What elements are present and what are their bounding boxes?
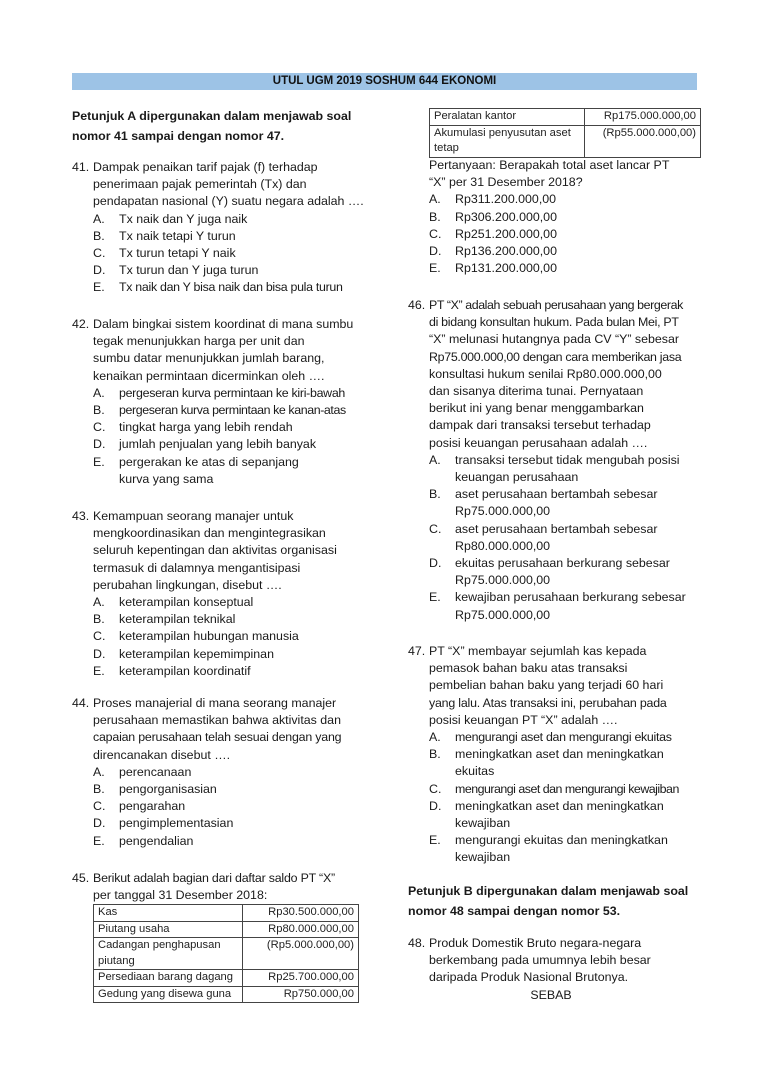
question-line: pembelian bahan baku yang terjadi 60 hari xyxy=(429,678,664,693)
option-b xyxy=(429,746,703,780)
option-text: jumlah penjualan yang lebih banyak xyxy=(119,437,317,452)
table-cell-item: Gedung yang disewa guna xyxy=(94,986,243,1003)
question-line: kenaikan permintaan dicerminkan oleh …. xyxy=(93,368,325,383)
option-letter: B. xyxy=(429,747,441,762)
table-cell-amount: Rp30.500.000,00 xyxy=(243,905,359,922)
option-text: ekuitas perusahaan berkurang sebesar Rp75.000.000,00 xyxy=(455,556,670,588)
question-number: 46. xyxy=(408,298,426,312)
option-c xyxy=(429,781,703,798)
table-cell-item: Cadangan penghapusan piutang xyxy=(94,938,243,970)
question-42 xyxy=(72,316,372,488)
question-45-prompt xyxy=(429,157,709,277)
option-a xyxy=(93,594,372,611)
option-b xyxy=(93,781,372,798)
question-line: penerimaan pajak pemerintah (Tx) dan xyxy=(93,177,307,192)
table-row xyxy=(94,921,359,938)
question-line: PT “X” adalah sebuah perusahaan yang bergerak xyxy=(429,298,683,312)
question-line: capaian perusahaan telah sesuai dengan yang xyxy=(93,730,342,745)
question-line: Dalam bingkai sistem koordinat di mana sumbu xyxy=(93,317,354,331)
option-text: keterampilan teknikal xyxy=(119,612,236,627)
option-letter: E. xyxy=(93,454,105,469)
question-line: Dampak penaikan tarif pajak (f) terhadap xyxy=(93,160,318,174)
table-cell-amount: Rp750.000,00 xyxy=(243,986,359,1003)
option-text: Tx turun tetapi Y naik xyxy=(119,246,236,261)
option-e xyxy=(93,833,372,850)
instruction-b-line: Petunjuk B dipergunakan dalam menjawab soal xyxy=(408,884,689,898)
option-text: pengorganisasian xyxy=(119,782,217,797)
question-line: direncanakan disebut …. xyxy=(93,747,231,762)
table-cell-amount: Rp175.000.000,00 xyxy=(585,109,701,126)
question-line: perubahan lingkungan, disebut …. xyxy=(93,577,282,592)
option-letter: C. xyxy=(93,420,106,435)
option-text: Tx turun dan Y juga turun xyxy=(119,263,259,278)
option-letter: D. xyxy=(429,798,442,813)
question-number: 42. xyxy=(72,317,90,331)
question-line: Produk Domestik Bruto negara-negara xyxy=(429,936,642,950)
question-line: Proses manajerial di mana seorang manajer xyxy=(93,696,337,710)
option-text: mengurangi aset dan mengurangi ekuitas xyxy=(455,730,672,745)
option-c xyxy=(93,628,372,645)
option-text: mengurangi ekuitas dan meningkatkan kewajiban xyxy=(455,833,668,865)
question-48 xyxy=(408,935,703,1004)
option-text: meningkatkan aset dan meningkatkan ekuitas xyxy=(455,747,664,779)
table-cell-amount: (Rp5.000.000,00) xyxy=(243,938,359,970)
option-text: Tx naik dan Y juga naik xyxy=(119,211,248,226)
option-d xyxy=(429,798,703,832)
option-d xyxy=(429,555,703,589)
option-b xyxy=(93,228,372,245)
option-letter: A. xyxy=(93,385,105,400)
option-e xyxy=(93,279,372,296)
option-letter: B. xyxy=(429,209,441,224)
question-line: termasuk di dalamnya mengantisipasi xyxy=(93,560,301,575)
option-e xyxy=(429,589,703,623)
option-text: keterampilan koordinatif xyxy=(119,663,251,678)
option-text: Rp131.200.000,00 xyxy=(455,261,557,276)
question-line: di bidang konsultan hukum. Pada bulan Mei, PT xyxy=(429,315,679,330)
table-cell-amount: Rp80.000.000,00 xyxy=(243,921,359,938)
table-row xyxy=(94,905,359,922)
question-line: dan sisanya diterima tunai. Pernyataan xyxy=(429,384,644,399)
option-a xyxy=(429,452,703,486)
question-number: 43. xyxy=(72,509,90,523)
option-d xyxy=(93,436,372,453)
option-text: pengimplementasian xyxy=(119,816,234,831)
question-line: dampak dari transaksi tersebut terhadap xyxy=(429,418,651,433)
option-letter: D. xyxy=(93,646,106,661)
option-c xyxy=(429,226,709,243)
option-d xyxy=(93,262,372,279)
option-d xyxy=(93,646,372,663)
option-text: aset perusahaan bertambah sebesar Rp75.000.000,00 xyxy=(455,487,658,519)
option-e xyxy=(429,260,709,277)
instruction-a-line: Petunjuk A dipergunakan dalam menjawab soal xyxy=(72,109,352,123)
question-line: perusahaan memastikan bahwa aktivitas dan xyxy=(93,713,341,728)
option-b xyxy=(429,209,709,226)
option-letter: D. xyxy=(93,816,106,831)
option-text: pengendalian xyxy=(119,833,194,848)
option-a xyxy=(429,191,709,208)
option-letter: B. xyxy=(93,228,105,243)
question-number: 48. xyxy=(408,936,426,950)
question-45 xyxy=(72,870,372,1003)
option-letter: E. xyxy=(429,833,441,848)
table-cell-item: Kas xyxy=(94,905,243,922)
option-letter: E. xyxy=(93,663,105,678)
option-text: keterampilan kepemimpinan xyxy=(119,646,274,661)
option-letter: A. xyxy=(93,211,105,226)
option-letter: A. xyxy=(93,764,105,779)
option-c xyxy=(93,798,372,815)
table-cell-amount: (Rp55.000.000,00) xyxy=(585,125,701,157)
option-d xyxy=(93,815,372,832)
question-line: konsultasi hukum senilai Rp80.000.000,00 xyxy=(429,366,662,381)
question-line: daripada Produk Nasional Brutonya. xyxy=(429,970,629,985)
option-e xyxy=(93,663,372,680)
option-letter: B. xyxy=(93,612,105,627)
question-line: posisi keuangan perusahaan adalah …. xyxy=(429,435,648,450)
option-text: pengarahan xyxy=(119,799,186,814)
question-line: “X” per 31 Desember 2018? xyxy=(429,175,583,190)
question-47 xyxy=(408,643,703,867)
question-line: Kemampuan seorang manajer untuk xyxy=(93,509,294,523)
table-cell-item: Akumulasi penyusutan aset tetap xyxy=(430,125,585,157)
table-row xyxy=(430,109,701,126)
option-text: kewajiban perusahaan berkurang sebesar Rp75.000.000,00 xyxy=(455,590,686,622)
instruction-a xyxy=(72,106,351,146)
question-41 xyxy=(72,159,372,297)
option-e xyxy=(429,832,703,866)
question-line: mengkoordinasikan dan mengintegrasikan xyxy=(93,526,326,541)
question-number: 45. xyxy=(72,871,90,885)
question-line: posisi keuangan PT “X” adalah …. xyxy=(429,712,618,727)
option-text: aset perusahaan bertambah sebesar Rp80.000.000,00 xyxy=(455,521,658,553)
question-line: berikut ini yang benar menggambarkan xyxy=(429,401,644,416)
option-letter: C. xyxy=(93,799,106,814)
question-line: tegak menunjukkan harga per unit dan xyxy=(93,334,305,349)
option-letter: C. xyxy=(429,781,442,796)
option-b xyxy=(93,611,372,628)
question-line: Berikut adalah bagian dari daftar saldo PT “X” xyxy=(93,871,335,885)
option-letter: A. xyxy=(429,192,441,207)
table-cell-item: Peralatan kantor xyxy=(430,109,585,126)
option-letter: E. xyxy=(93,280,105,295)
option-letter: C. xyxy=(429,226,442,241)
option-text: tingkat harga yang lebih rendah xyxy=(119,420,293,435)
option-text: Rp251.200.000,00 xyxy=(455,226,557,241)
option-letter: A. xyxy=(93,595,105,610)
table-row xyxy=(94,986,359,1003)
option-text: transaksi tersebut tidak mengubah posisi keuangan perusahaan xyxy=(455,452,680,485)
instruction-a-line: nomor 41 sampai dengan nomor 47. xyxy=(72,129,285,143)
table-row xyxy=(430,125,701,157)
question-line: seluruh kepentingan dan aktivitas organisasi xyxy=(93,543,337,558)
option-text: keterampilan hubungan manusia xyxy=(119,629,299,644)
option-text: Rp311.200.000,00 xyxy=(455,192,557,207)
question-number: 47. xyxy=(408,644,426,658)
option-text: Tx naik tetapi Y turun xyxy=(119,228,236,243)
option-letter: B. xyxy=(93,782,105,797)
question-line: per tanggal 31 Desember 2018: xyxy=(93,888,268,903)
table-cell-item: Piutang usaha xyxy=(94,921,243,938)
option-letter: C. xyxy=(93,629,106,644)
option-text: meningkatkan aset dan meningkatkan kewajiban xyxy=(455,798,664,831)
option-text: Rp136.200.000,00 xyxy=(455,244,557,259)
option-b xyxy=(93,402,372,419)
option-letter: D. xyxy=(429,556,442,571)
table-cell-amount: Rp25.700.000,00 xyxy=(243,970,359,987)
option-letter: A. xyxy=(429,452,441,467)
question-line: pendapatan nasional (Y) suatu negara adalah …. xyxy=(93,194,364,209)
question-number: 41. xyxy=(72,160,90,174)
option-letter: D. xyxy=(93,437,106,452)
trial-balance-table-continued xyxy=(429,108,701,158)
option-d xyxy=(429,243,709,260)
option-letter: D. xyxy=(429,244,442,259)
option-a xyxy=(93,211,372,228)
option-letter: A. xyxy=(429,730,441,745)
option-text: keterampilan konseptual xyxy=(119,595,254,610)
option-a xyxy=(93,764,372,781)
table-row xyxy=(94,970,359,987)
sebab-label: SEBAB xyxy=(530,987,572,1002)
option-letter: D. xyxy=(93,263,106,278)
question-line: berkembang pada umumnya lebih besar xyxy=(429,953,651,968)
option-text: perencanaan xyxy=(119,764,192,779)
option-letter: C. xyxy=(429,521,442,536)
question-43 xyxy=(72,508,372,680)
option-text: pergeseran kurva permintaan ke kiri-bawah xyxy=(119,385,345,400)
option-c xyxy=(429,521,703,555)
option-letter: E. xyxy=(429,590,441,605)
option-b xyxy=(429,486,703,520)
option-letter: E. xyxy=(93,833,105,848)
option-letter: B. xyxy=(429,487,441,502)
question-line: yang lalu. Atas transaksi ini, perubahan pada xyxy=(429,695,667,710)
option-text: Tx naik dan Y bisa naik dan bisa pula turun xyxy=(119,280,343,295)
question-line: PT “X” membayar sejumlah kas kepada xyxy=(429,644,647,658)
option-c xyxy=(93,419,372,436)
option-text: pergeseran kurva permintaan ke kanan-atas xyxy=(119,403,346,418)
question-line: “X” melunasi hutangnya pada CV “Y” sebesar xyxy=(429,332,680,347)
question-line: Pertanyaan: Berapakah total aset lancar PT xyxy=(429,158,670,172)
option-a xyxy=(93,385,372,402)
option-letter: E. xyxy=(429,261,441,276)
option-c xyxy=(93,245,372,262)
question-46 xyxy=(408,297,703,624)
instruction-b-line: nomor 48 sampai dengan nomor 53. xyxy=(408,904,621,918)
question-line: pemasok bahan baku atas transaksi xyxy=(429,661,628,676)
option-text: Rp306.200.000,00 xyxy=(455,209,557,224)
option-a xyxy=(429,729,703,746)
question-45-continued xyxy=(429,108,701,158)
question-number: 44. xyxy=(72,696,90,710)
option-text: mengurangi aset dan mengurangi kewajiban xyxy=(455,781,679,796)
trial-balance-table xyxy=(93,904,359,1003)
table-cell-item: Persediaan barang dagang xyxy=(94,970,243,987)
option-letter: B. xyxy=(93,403,105,418)
option-e xyxy=(93,454,372,488)
question-44 xyxy=(72,695,372,850)
option-text: pergerakan ke atas di sepanjang kurva yang sama xyxy=(119,454,299,486)
table-row xyxy=(94,938,359,970)
question-line: Rp75.000.000,00 dengan cara memberikan jasa xyxy=(429,349,682,364)
instruction-b xyxy=(408,881,708,921)
question-line: sumbu datar menunjukkan jumlah barang, xyxy=(93,351,325,366)
option-letter: C. xyxy=(93,246,106,261)
document-title-bar: UTUL UGM 2019 SOSHUM 644 EKONOMI xyxy=(72,73,697,90)
